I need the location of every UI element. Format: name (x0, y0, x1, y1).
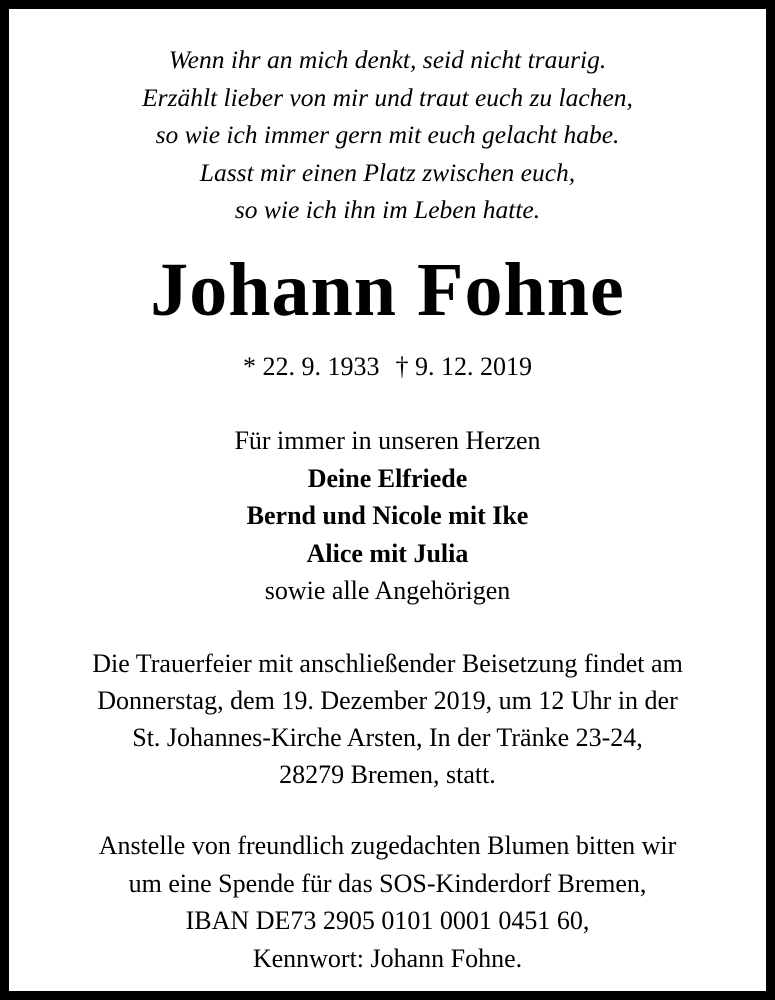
family-signature (18, 422, 757, 610)
poem-line: so wie ich immer gern mit euch gelacht habe. (155, 120, 620, 149)
ceremony-line: Donnerstag, dem 19. Dezember 2019, um 12 Uhr in der (97, 686, 678, 715)
donation-line: IBAN DE73 2905 0101 0001 0451 60, (185, 906, 590, 935)
ceremony-line: Die Trauerfeier mit anschließender Beisetzung findet am (92, 649, 683, 678)
family-closing: sowie alle Angehörigen (264, 576, 511, 605)
donation-line: Kennwort: Johann Fohne. (252, 943, 523, 973)
memorial-poem (18, 41, 757, 229)
death-date: † 9. 12. 2019 (395, 352, 532, 381)
poem-line: Erzählt lieber von mir und traut euch zu lachen, (142, 82, 633, 112)
family-intro: Für immer in unseren Herzen (234, 426, 541, 455)
poem-line: Wenn ihr an mich denkt, seid nicht traurig. (168, 45, 607, 74)
ceremony-line: St. Johannes-Kirche Arsten, In der Tränke 23-24, (132, 723, 643, 752)
donation-line: um eine Spende für das SOS-Kinderdorf Bremen, (128, 868, 647, 898)
ceremony-info (18, 645, 757, 793)
donation-line: Anstelle von freundlich zugedachten Blumen bitten wir (98, 831, 677, 860)
family-member: Deine Elfriede (307, 463, 468, 493)
birth-date: * 22. 9. 1933 (243, 352, 380, 381)
family-member: Bernd und Nicole mit Ike (246, 501, 529, 530)
ceremony-line: 28279 Bremen, statt. (279, 760, 496, 789)
deceased-name: Johann Fohne (150, 248, 625, 332)
poem-line: so wie ich ihn im Leben hatte. (234, 195, 541, 224)
donation-info (18, 827, 757, 977)
family-member: Alice mit Julia (306, 538, 469, 568)
life-dates (18, 349, 757, 385)
poem-line: Lasst mir einen Platz zwischen euch, (199, 157, 576, 187)
